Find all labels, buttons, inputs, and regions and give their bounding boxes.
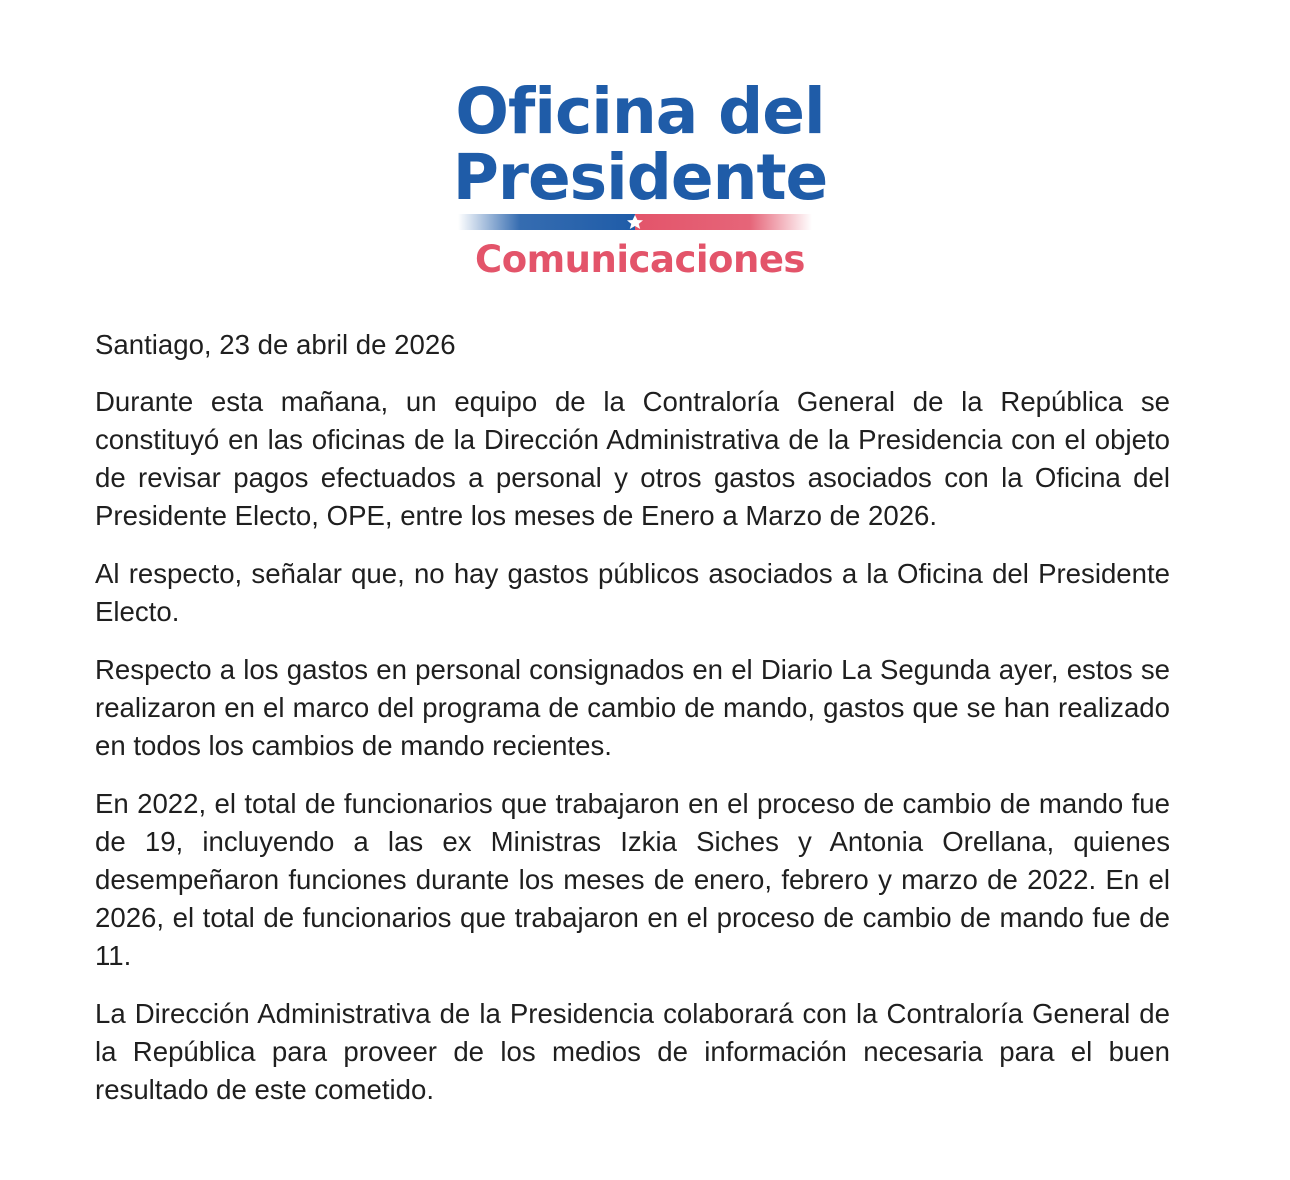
paragraph-4: En 2022, el total de funcionarios que trabajaron en el proceso de cambio de mando fue de 19, incluyendo a las ex Ministras Izkia Siches y Antonia Orellana, quienes desempeñaron funciones durante los meses de enero, febrero y marzo de 2022. En el 2026, el total de funcionarios que trabajaron en el proceso de cambio de mando fue de 11. xyxy=(95,788,1170,971)
paragraph-5: La Dirección Administrativa de la Presidencia colaborará con la Contraloría General de la República para proveer de los medios de información necesaria para el buen resultado de este cometido. xyxy=(95,998,1170,1105)
paragraph-1: Durante esta mañana, un equipo de la Contraloría General de la República se constituyó en las oficinas de la Dirección Administrativa de la Presidencia con el objeto de revisar pagos efectuados a personal y otros gastos asociados con la Oficina del Presidente Electo, OPE, entre los meses de Enero a Marzo de 2026. xyxy=(95,386,1170,531)
logo-subtitle: Comunicaciones xyxy=(475,238,805,281)
paragraph-3: Respecto a los gastos en personal consignados en el Diario La Segunda ayer, estos se realizaron en el marco del programa de cambio de mando, gastos que se han realizado en todos los cambios de mando recientes. xyxy=(95,654,1170,761)
logo-title-line-1: Oficina del xyxy=(455,75,825,148)
date-line: Santiago, 23 de abril de 2026 xyxy=(95,329,456,360)
paragraph-2: Al respecto, señalar que, no hay gastos públicos asociados a la Oficina del Presidente Electo. xyxy=(95,558,1170,627)
office-logo xyxy=(440,70,840,285)
logo-title-line-2: Presidente xyxy=(452,141,828,214)
press-release-body xyxy=(95,326,1170,1129)
flag-stripe-icon xyxy=(458,214,812,230)
